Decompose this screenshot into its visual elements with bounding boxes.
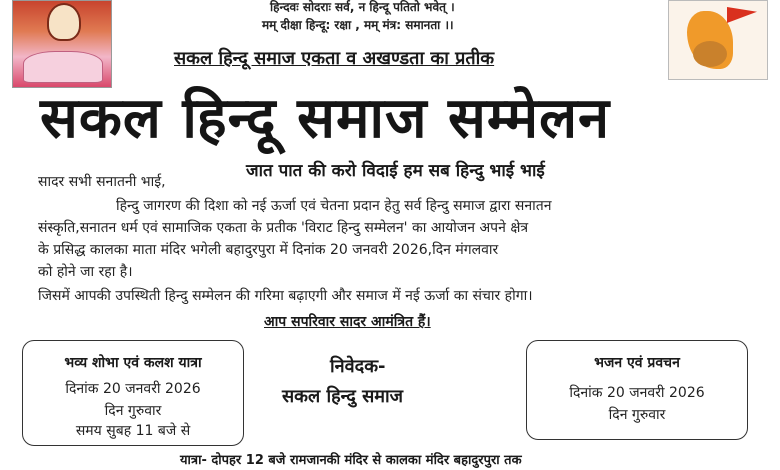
procession-title: भव्य शोभा एवं कलश यात्रा bbox=[64, 355, 202, 371]
bharat-mata-image bbox=[668, 0, 768, 80]
body-line-2: संस्कृति,सनातन धर्म एवं सामाजिक एकता के प्रतीक 'विराट हिन्दु सम्मेलन' का आयोजन अपने क्षेत्र bbox=[38, 220, 529, 236]
greeting: सादर सभी सनातनी भाई, bbox=[38, 174, 166, 190]
slogan: जात पात की करो विदाई हम सब हिन्दु भाई भाई bbox=[246, 161, 545, 181]
lion-figure bbox=[693, 41, 727, 67]
procession-time: समय सुबह 11 बजे से bbox=[75, 423, 191, 439]
body-line-5: जिसमें आपकी उपस्थिती हिन्दु सम्मेलन की गरिमा बढ़ाएगी और समाज में नई ऊर्जा का संचार होगा। bbox=[38, 288, 533, 304]
deity-figure bbox=[47, 3, 81, 41]
bhajan-date: दिनांक 20 जनवरी 2026 bbox=[569, 385, 705, 401]
flag-icon bbox=[727, 7, 757, 23]
body-line-4: को होने जा रहा है। bbox=[38, 264, 133, 280]
invitation-line: आप सपरिवार सादर आमंत्रित हैं। bbox=[264, 314, 431, 330]
procession-route: यात्रा- दोपहर 12 बजे रामजानकी मंदिर से कालका मंदिर बहादुरपुरा तक bbox=[180, 453, 522, 468]
procession-box bbox=[22, 340, 244, 446]
shloka-line-2: मम् दीक्षा हिन्दू: रक्षा , मम् मंत्र: समानता ।। bbox=[262, 18, 454, 32]
bhajan-title: भजन एवं प्रवचन bbox=[594, 355, 680, 371]
bhajan-day: दिन गुरुवार bbox=[608, 407, 666, 423]
organizer-label: निवेदक- bbox=[330, 356, 386, 377]
body-line-3: के प्रसिद्ध कालका माता मंदिर भगेली बहादुरपुरा में दिनांक 20 जनवरी 2026,दिन मंगलवार bbox=[38, 242, 499, 258]
subtitle: सकल हिन्दू समाज एकता व अखण्डता का प्रतीक bbox=[174, 48, 495, 69]
procession-date: दिनांक 20 जनवरी 2026 bbox=[65, 381, 201, 397]
bhajan-box bbox=[526, 340, 748, 440]
main-title: सकल हिन्दू समाज सम्मेलन bbox=[40, 86, 611, 151]
organizer-name: सकल हिन्दु समाज bbox=[282, 386, 404, 407]
procession-day: दिन गुरुवार bbox=[104, 403, 162, 419]
deity-image bbox=[12, 0, 112, 88]
shloka-line-1: हिन्दवः सोदराः सर्व, न हिन्दू पतितो भवेत् । bbox=[270, 0, 455, 14]
body-line-1: हिन्दु जागरण की दिशा को नई ऊर्जा एवं चेतना प्रदान हेतु सर्व हिन्दु समाज द्वारा सनातन bbox=[116, 198, 552, 214]
